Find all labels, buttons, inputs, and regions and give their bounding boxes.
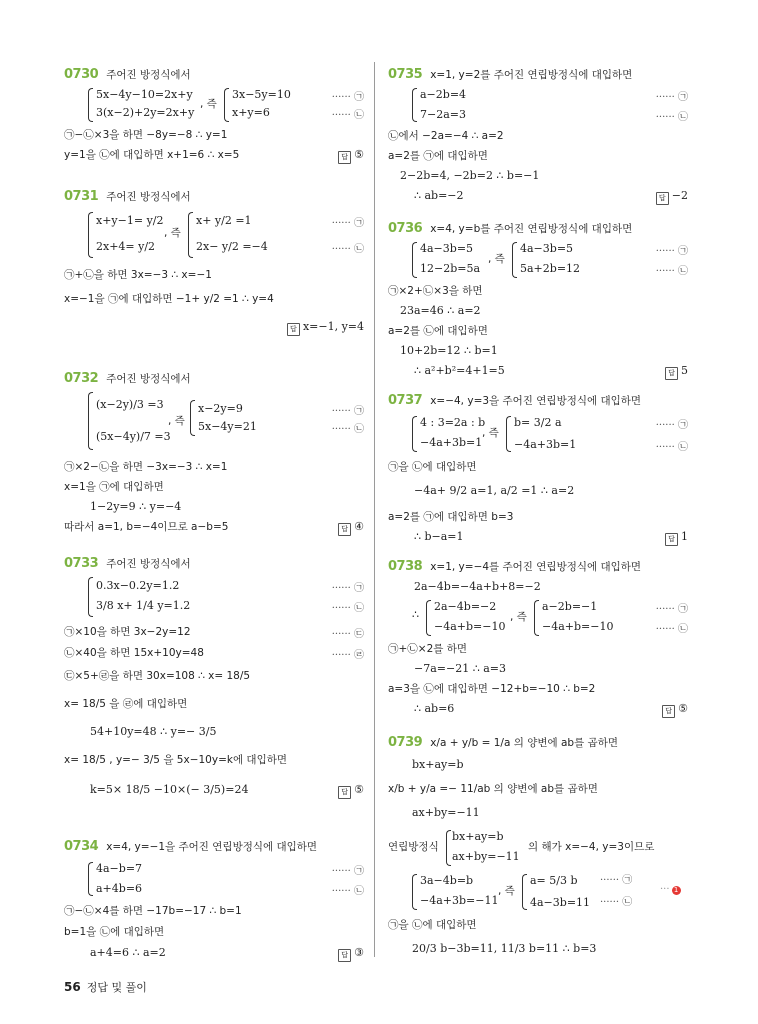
answer-value: x=−1, y=4 [302,320,364,333]
brace [426,600,431,636]
equation: −4a+3b=1 [420,436,483,449]
solution-line: a=2를 ㉡에 대입하면 [388,325,488,337]
solution-line: a=2를 ㉠에 대입하면 b=3 [388,511,514,523]
solution-line: ㉠−㉡×3을 하면 −8y=−8 ∴ y=1 [64,129,228,141]
answer-value: ⑤ [678,702,688,715]
equation-marker: ······ ㉡ [331,603,364,614]
solution-line: ax+by=−11 [412,806,480,819]
separator: , 즉 [482,427,499,439]
answer-value: ④ [354,520,364,533]
solution-line: k=5× 18/5 −10×(− 3/5)=24 [90,783,249,796]
solution-line: ㉠+㉡을 하면 3x=−3 ∴ x=−1 [64,269,212,281]
answer-icon: 답 [338,523,351,536]
equation-marker: ······ ㉢ [331,629,364,640]
equation-marker: ······ ㉡ [600,897,633,908]
equation-marker: ······ ㉠ [331,583,364,594]
solution-line: ㉠을 ㉡에 대입하면 [388,461,477,473]
therefore-sign: ∴ [412,608,419,621]
answer [338,520,364,536]
equation-marker: ······ ㉠ [655,604,688,615]
solution-line: 1−2y=9 ∴ y=−4 [90,500,182,513]
answer-icon: 답 [665,367,678,380]
equation-marker: ······ ㉡ [331,110,364,121]
solution-line: ∴ a²+b²=4+1=5 [414,364,505,377]
footer-label: 정답 및 풀이 [86,981,147,994]
separator: , 즉 [168,415,185,427]
equation: −4a+b=−10 [434,620,506,633]
solution-line: b=1을 ㉡에 대입하면 [64,926,165,938]
problem-number: 0739 [388,735,423,750]
answer [665,364,688,380]
solution-line: ∴ ab=6 [414,702,455,715]
answer-value: ⑤ [354,148,364,161]
equation: 4 : 3=2a : b [420,416,486,429]
problem-number: 0736 [388,221,423,236]
equation: bx+ay=b [452,830,504,843]
brace [412,88,417,122]
equation: −4a+3b=1 [514,438,577,451]
solution-line: x= 18/5 , y=− 3/5 을 5x−10y=k에 대입하면 [64,754,288,766]
brace [190,400,195,436]
solution-line: 20/3 b−3b=11, 11/3 b=11 ∴ b=3 [412,942,597,955]
answer [338,148,364,164]
page-number: 56 [64,980,81,994]
answer-icon: 답 [338,151,351,164]
column-divider [374,62,375,957]
answer-icon: 답 [338,949,351,962]
solution-line: −7a=−21 ∴ a=3 [414,662,506,675]
solution-line: 따라서 a=1, b=−4이므로 a−b=5 [64,521,229,533]
brace [88,862,93,896]
separator: , 즉 [488,253,505,265]
equation-marker: ······ ㉠ [655,420,688,431]
equation-marker: ······ ㉠ [331,866,364,877]
solution-line: a=3을 ㉡에 대입하면 −12+b=−10 ∴ b=2 [388,683,596,695]
solution-line: bx+ay=b [412,758,464,771]
equation: x+ y/2 =1 [196,214,252,227]
solution-line: ㉠×2+㉡×3을 하면 [388,285,483,297]
equation: 2a−4b=−2 [434,600,497,613]
problem-intro: x=4, y=−1을 주어진 연립방정식에 대입하면 [106,841,318,853]
equation-marker: ······ ㉠ [331,406,364,417]
answer [665,530,688,546]
solution-line: ㉠−㉡×4를 하면 −17b=−17 ∴ b=1 [64,905,242,917]
solution-line: x=−1을 ㉠에 대입하면 −1+ y/2 =1 ∴ y=4 [64,293,274,305]
problem-intro: x=4, y=b를 주어진 연립방정식에 대입하면 [430,223,633,235]
brace [522,874,527,910]
equation: x−2y=9 [198,402,243,415]
equation: ax+by=−11 [452,850,520,863]
answer-value: 1 [681,530,688,543]
solution-line: ㉡×40을 하면 15x+10y=48 [64,647,204,659]
solution-line: 2a−4b=−4a+b+8=−2 [414,580,541,593]
equation: x+y=6 [232,106,270,119]
brace [88,392,93,450]
callout-marker: ··· 1 [660,883,681,897]
equation: −4a+b=−10 [542,620,614,633]
answer-icon: 답 [656,192,669,205]
solution-line: a+4=6 ∴ a=2 [90,946,166,959]
solution-line: x=1을 ㉠에 대입하면 [64,481,164,493]
problem-intro: x=−4, y=3을 주어진 연립방정식에 대입하면 [430,395,642,407]
answer [662,702,688,718]
brace [88,88,93,122]
equation: 4a−3b=5 [520,242,574,255]
answer [656,189,688,205]
problem-intro: 주어진 방정식에서 [106,558,191,570]
equation: x+y−1= y/2 [96,214,164,227]
answer [287,320,364,336]
page-footer [64,979,147,995]
solution-line: ∴ ab=−2 [414,189,464,202]
solution-line: 2−2b=4, −2b=2 ∴ b=−1 [400,169,540,182]
equation: a−2b=−1 [542,600,598,613]
equation-marker: ······ ㉡ [655,624,688,635]
equation-marker: ······ ㉠ [655,246,688,257]
equation: (5x−4y)/7 =3 [96,430,171,443]
equation: b= 3/2 a [514,416,562,429]
equation-marker: ······ ㉠ [655,92,688,103]
solution-line: ㉠을 ㉡에 대입하면 [388,919,477,931]
equation-marker: ······ ㉡ [331,886,364,897]
separator: , 즉 [200,98,217,110]
equation: 12−2b=5a [420,262,481,275]
solution-line: ∴ b−a=1 [414,530,464,543]
solution-line: −4a+ 9/2 a=1, a/2 =1 ∴ a=2 [414,484,575,497]
equation-marker: ······ ㉠ [600,875,633,886]
solution-line: ㉡에서 −2a=−4 ∴ a=2 [388,130,504,142]
problem-number: 0734 [64,839,99,854]
separator: , 즉 [510,611,527,623]
equation: 3/8 x+ 1/4 y=1.2 [96,599,191,612]
equation-marker: ······ ㉡ [655,112,688,123]
equation: 2x− y/2 =−4 [196,240,268,253]
equation-marker: ······ ㉠ [331,92,364,103]
solution-line: a=2를 ㉠에 대입하면 [388,150,488,162]
answer-value: ③ [354,946,364,959]
problem-intro: 주어진 방정식에서 [106,69,191,81]
equation: 3a−4b=b [420,874,474,887]
solution-line: ㉠×2−㉡을 하면 −3x=−3 ∴ x=1 [64,461,228,473]
equation: a= 5/3 b [530,874,578,887]
equation: 3(x−2)+2y=2x+y [96,106,195,119]
solution-line: ㉠+㉡×2를 하면 [388,643,468,655]
brace [412,416,417,452]
solution-line: 의 해가 x=−4, y=3이므로 [528,841,655,853]
separator: , 즉 [498,885,515,897]
equation-marker: ······ ㉡ [331,424,364,435]
solution-line: x/b + y/a =− 11/ab 의 양변에 ab를 곱하면 [388,783,598,795]
equation: 7−2a=3 [420,108,466,121]
equation-marker: ······ ㉡ [655,442,688,453]
solution-line: 23a=46 ∴ a=2 [400,304,481,317]
answer-icon: 답 [338,786,351,799]
equation-marker: ······ ㉡ [331,244,364,255]
problem-number: 0738 [388,559,423,574]
brace [412,242,417,278]
solution-line: y=1을 ㉡에 대입하면 x+1=6 ∴ x=5 [64,149,240,161]
problem-intro: x=1, y=2를 주어진 연립방정식에 대입하면 [430,69,633,81]
answer-value: −2 [671,189,688,202]
solution-line: x= 18/5 을 ㉣에 대입하면 [64,698,188,710]
problem-number: 0731 [64,189,99,204]
answer [338,783,364,799]
answer-icon: 답 [662,705,675,718]
equation-marker: ······ ㉣ [331,650,364,661]
equation: 5x−4y−10=2x+y [96,88,193,101]
equation: 4a−3b=5 [420,242,474,255]
brace [446,830,451,866]
equation: 4a−b=7 [96,862,143,875]
equation: (x−2y)/3 =3 [96,398,164,411]
equation: 2x+4= y/2 [96,240,156,253]
brace [534,600,539,636]
equation: 5x−4y=21 [198,420,257,433]
solution-line: ㉠×10을 하면 3x−2y=12 [64,626,191,638]
answer-icon: 답 [287,323,300,336]
equation: 4a−3b=11 [530,896,591,909]
brace [88,212,93,258]
problem-number: 0733 [64,556,99,571]
equation: −4a+3b=−11 [420,894,499,907]
solution-line: 10+2b=12 ∴ b=1 [400,344,498,357]
equation: 0.3x−0.2y=1.2 [96,579,180,592]
answer [338,946,364,962]
brace [506,416,511,452]
problem-intro: 주어진 방정식에서 [106,191,191,203]
problem-intro: x/a + y/b = 1/a 의 양변에 ab를 곱하면 [430,737,618,749]
equation-marker: ······ ㉠ [331,218,364,229]
answer-icon: 답 [665,533,678,546]
problem-number: 0735 [388,67,423,82]
equation-marker: ······ ㉡ [655,266,688,277]
brace [512,242,517,278]
brace [188,212,193,258]
problem-number: 0730 [64,67,99,82]
equation: a−2b=4 [420,88,467,101]
separator: , 즉 [164,227,181,239]
brace [88,577,93,617]
solution-line: 54+10y=48 ∴ y=− 3/5 [90,725,217,738]
solution-line: ㉢×5+㉣을 하면 30x=108 ∴ x= 18/5 [64,670,251,682]
problem-number: 0732 [64,371,99,386]
answer-value: 5 [681,364,688,377]
problem-intro: x=1, y=−4를 주어진 연립방정식에 대입하면 [430,561,642,573]
solution-line: 연립방정식 [388,841,439,853]
brace [224,88,229,122]
equation: 3x−5y=10 [232,88,291,101]
problem-intro: 주어진 방정식에서 [106,373,191,385]
brace [412,874,417,910]
answer-value: ⑤ [354,783,364,796]
equation: a+4b=6 [96,882,143,895]
equation: 5a+2b=12 [520,262,581,275]
problem-number: 0737 [388,393,423,408]
hint-flag-icon[interactable]: 1 [672,886,681,895]
